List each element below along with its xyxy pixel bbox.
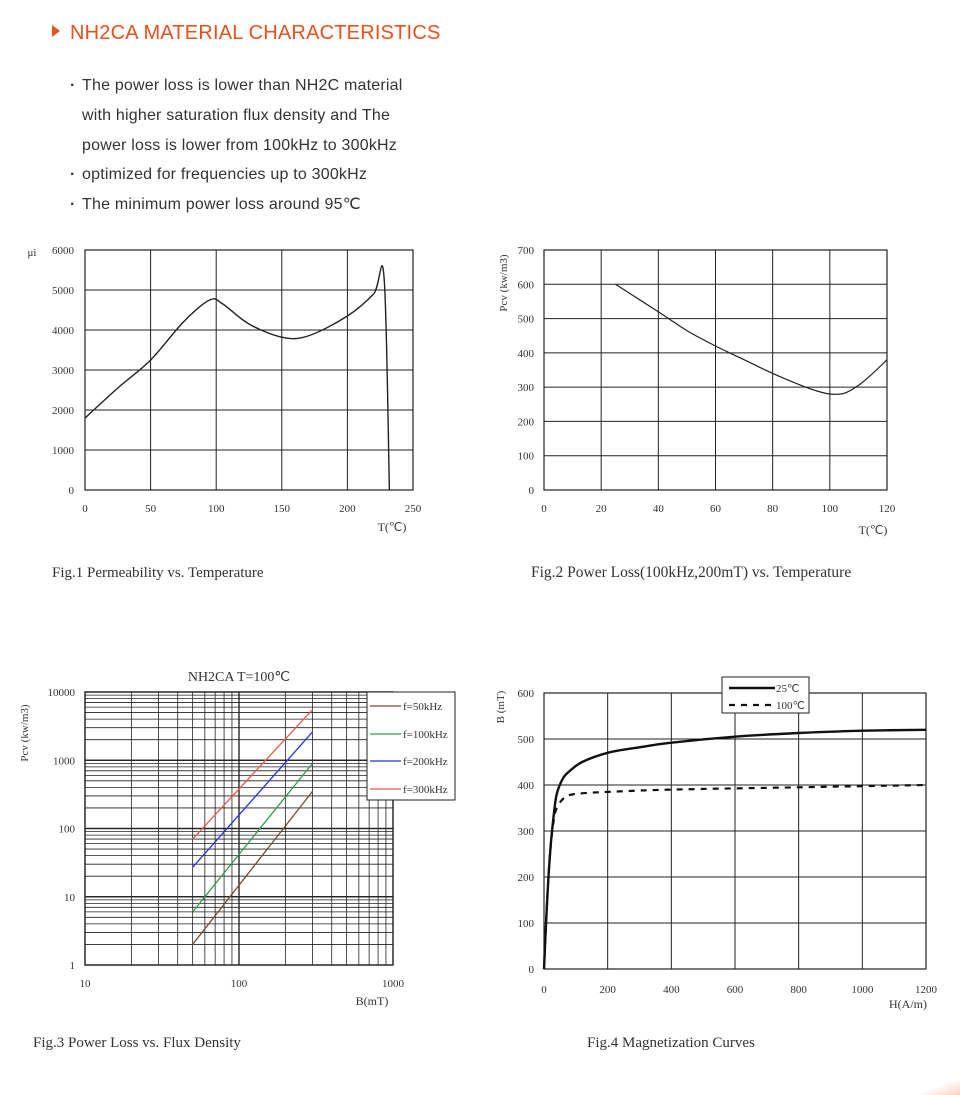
fig3-series-line-1 — [193, 763, 313, 912]
fig2-ytick-label: 200 — [517, 416, 534, 429]
fig2-ylabel: Pcv (kw/m3) — [498, 254, 510, 312]
fig4-xtick-label: 200 — [599, 984, 616, 996]
fig3-legend-label: f=300kHz — [403, 784, 448, 796]
fig1-ytick-label: 1000 — [52, 445, 74, 457]
fig3-ytick-label: 100 — [58, 823, 75, 836]
fig4-xtick-label: 800 — [790, 984, 807, 996]
fig3-title: NH2CA T=100℃ — [187, 670, 291, 685]
fig1-xtick-label: 100 — [207, 503, 225, 515]
fig4-legend-label: 100℃ — [776, 700, 805, 712]
fig2-xlabel: T(℃) — [858, 523, 888, 537]
fig1-xtick-label: 0 — [82, 503, 88, 515]
fig4-xtick-label: 1200 — [915, 984, 937, 996]
fig2-xtick-label: 20 — [595, 503, 607, 515]
fig3-chart — [19, 670, 455, 1008]
fig2-ytick-label: 500 — [517, 313, 534, 326]
decorative-corner — [920, 1081, 960, 1095]
fig1-chart — [28, 245, 422, 534]
list-item: · The minimum power loss around 95℃ — [70, 190, 490, 220]
fig3-ylabel: Pcv (kw/m3) — [19, 704, 31, 762]
fig1-xtick-label: 150 — [273, 503, 291, 515]
fig3-ytick-label: 10000 — [47, 687, 75, 699]
fig1-xtick-label: 50 — [145, 503, 157, 515]
fig3-xtick-label: 1000 — [382, 978, 404, 990]
fig1-ytick-label: 2000 — [52, 405, 74, 417]
fig1-ytick-label: 6000 — [52, 245, 74, 257]
section-title-text: NH2CA MATERIAL CHARACTERISTICS — [70, 22, 441, 44]
fig2-xtick-label: 40 — [652, 503, 664, 515]
fig3-xtick-label: 100 — [230, 978, 248, 990]
fig1-ytick-label: 5000 — [52, 285, 74, 297]
fig3-legend — [367, 692, 455, 800]
fig1-ytick-label: 0 — [68, 485, 74, 497]
fig2-xtick-label: 100 — [821, 503, 839, 515]
fig4-ylabel: B (mT) — [495, 690, 507, 724]
fig4-ytick-label: 500 — [517, 734, 534, 746]
fig4-legend-label: 25℃ — [776, 683, 800, 695]
list-item: · optimized for frequencies up to 300kHz — [70, 160, 490, 190]
fig3-xtick-label: 10 — [79, 978, 91, 990]
fig4-ytick-label: 200 — [517, 872, 534, 884]
fig4-legend — [722, 677, 809, 713]
fig2-xtick-label: 60 — [710, 503, 721, 515]
list-item-continuation: power loss is lower from 100kHz to 300kHz — [82, 136, 397, 154]
fig2-xtick-label: 0 — [541, 503, 547, 515]
fig1-caption: Fig.1 Permeability vs. Temperature — [52, 565, 264, 581]
fig3-ytick-label: 1000 — [53, 755, 75, 768]
fig1-series-line — [85, 266, 389, 490]
fig2-ytick-label: 300 — [517, 382, 534, 395]
fig3-series-line-3 — [193, 710, 313, 839]
fig1-ytick-label: 3000 — [52, 365, 74, 377]
fig3-ytick-label: 10 — [64, 891, 75, 904]
list-item-continuation: with higher saturation flux density and The — [82, 106, 391, 124]
fig1-xtick-label: 200 — [339, 503, 356, 515]
fig4-xlabel: H(A/m) — [889, 997, 927, 1011]
fig2-ytick-label: 700 — [517, 245, 534, 257]
fig1-ylabel: μi — [27, 247, 37, 259]
fig4-ytick-label: 300 — [517, 826, 534, 838]
fig4-ytick-label: 0 — [528, 964, 534, 976]
fig2-xtick-label: 120 — [878, 503, 896, 515]
fig2-chart — [498, 245, 896, 537]
list-item: · The power loss is lower than NH2C material — [70, 71, 490, 101]
fig2-ytick-label: 0 — [528, 485, 534, 497]
fig3-ytick-label: 1 — [69, 960, 75, 972]
fig2-caption: Fig.2 Power Loss(100kHz,200mT) vs. Temperature — [531, 564, 852, 581]
fig3-legend-label: f=50kHz — [403, 701, 443, 713]
fig1-xtick-label: 250 — [404, 503, 422, 515]
fig1-ytick-label: 4000 — [52, 325, 74, 337]
fig3-legend-label: f=200kHz — [403, 756, 448, 768]
fig4-xtick-label: 600 — [726, 984, 744, 996]
fig4-chart — [495, 677, 938, 1011]
fig4-xtick-label: 0 — [541, 984, 547, 996]
fig2-ytick-label: 400 — [517, 347, 534, 360]
fig2-xtick-label: 80 — [767, 503, 779, 515]
fig4-ytick-label: 600 — [517, 688, 534, 700]
fig4-ytick-label: 100 — [517, 918, 534, 930]
fig4-caption: Fig.4 Magnetization Curves — [587, 1035, 755, 1051]
fig1-xlabel: T(℃) — [377, 520, 407, 534]
fig3-series-line-2 — [193, 732, 313, 867]
fig3-legend-label: f=100kHz — [403, 729, 448, 741]
fig4-ytick-label: 400 — [517, 780, 534, 792]
fig4-xtick-label: 400 — [663, 984, 680, 996]
fig2-ytick-label: 600 — [517, 279, 534, 292]
fig4-xtick-label: 1000 — [851, 984, 874, 996]
fig3-xlabel: B(mT) — [355, 994, 389, 1008]
fig2-ytick-label: 100 — [517, 450, 534, 463]
fig2-series-line — [616, 284, 888, 394]
fig3-series-line-0 — [193, 791, 313, 944]
fig3-caption: Fig.3 Power Loss vs. Flux Density — [33, 1035, 241, 1051]
